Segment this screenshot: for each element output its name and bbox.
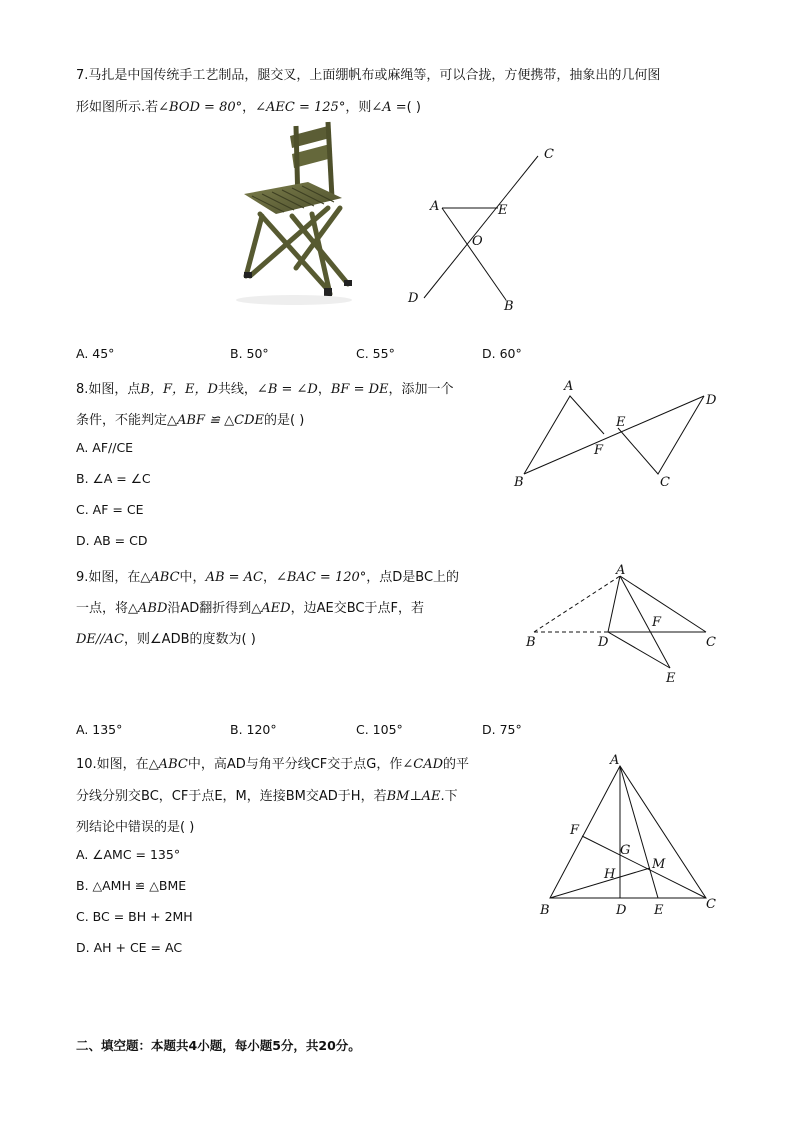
q10-option-a[interactable]: A. ∠AMC = 135° [76, 847, 181, 862]
q8-figure [508, 374, 724, 494]
q8-line-bd [524, 396, 704, 474]
q9-cond1: △ABC [140, 570, 180, 585]
q9-label-B: B [526, 635, 536, 650]
q7-cond2: ∠AEC = 125° [255, 100, 346, 115]
q7-label-C: C [544, 147, 554, 162]
q10-bisector-ae [620, 766, 658, 898]
q8-text: 8.如图，点 [76, 382, 141, 397]
q10-text4: 分线分别交BC，CF于点E，M，连接BM交AD于H，若 [76, 789, 387, 804]
q7-paren: ( ) [406, 100, 421, 115]
q8-label-D: D [706, 393, 717, 408]
q7-label-B: B [504, 299, 514, 314]
q10-label-M: M [652, 857, 666, 872]
q7-label-E: E [498, 203, 508, 218]
q7-cond1: ∠BOD = 80° [158, 100, 243, 115]
q7-option-a[interactable]: A. 45° [76, 346, 115, 361]
q9-line-ac [620, 576, 706, 632]
q10-label-H: H [604, 867, 616, 882]
q8-comma: ， [317, 382, 331, 397]
q10-option-d[interactable]: D. AH + CE = AC [76, 940, 183, 955]
q9-option-c[interactable]: C. 105° [356, 722, 403, 737]
q9-text: 9.如图，在 [76, 570, 141, 585]
q10-line2 [76, 785, 458, 804]
q10-option-b[interactable]: B. △AMH ≌ △BME [76, 878, 187, 893]
q8-label-C: C [660, 475, 670, 490]
q10-line-bm [550, 868, 650, 898]
q7-line1: 7.马扎是中国传统手工艺制品，腿交叉，上面绷帆布或麻绳等，可以合拢，方便携带，抽象出的几何图 [76, 68, 661, 83]
q7-option-d[interactable]: D. 60° [482, 346, 522, 361]
q7-sep: ， [242, 100, 256, 115]
q9-line-ad [608, 576, 620, 632]
q9-text3: ，点D是BC上的 [366, 570, 460, 585]
q7-figure [398, 140, 568, 320]
q10-cond2: ∠CAD [402, 757, 444, 772]
q9-comma: ， [263, 570, 277, 585]
q8-text4: 条件，不能判定 [76, 413, 168, 428]
q10-label-F: F [570, 823, 580, 838]
q10-bisector-cf [582, 836, 706, 898]
q7-text2: ，则 [345, 100, 372, 115]
q10-text: 10.如图，在 [76, 757, 149, 772]
q10-label-D: D [616, 903, 627, 918]
q10-text2: 中，高AD与角平分线CF交于点G，作 [187, 757, 403, 772]
q9-text2: 中， [179, 570, 206, 585]
q8-label-A: A [564, 379, 574, 394]
q9-cond4: △ABD [128, 601, 168, 616]
q9-line2 [76, 597, 424, 616]
q9-label-C: C [706, 635, 716, 650]
q8-line1 [76, 378, 454, 397]
q7-option-b[interactable]: B. 50° [230, 346, 269, 361]
q10-label-A: A [610, 753, 620, 768]
q9-text7: ，则∠ADB的度数为( ) [124, 632, 256, 647]
q9-line3 [76, 628, 256, 647]
folding-stool-image [232, 118, 362, 310]
q10-option-c[interactable]: C. BC = BH + 2MH [76, 909, 193, 924]
q8-label-F: F [594, 443, 604, 458]
q7-text: 形如图所示.若 [76, 100, 159, 115]
q9-cond6: DE//AC [76, 632, 125, 647]
q8-line2 [76, 409, 304, 428]
q9-label-E: E [666, 671, 676, 686]
q8-points: B，F，E，D [140, 382, 218, 397]
q8-option-a[interactable]: A. AF//CE [76, 440, 134, 455]
q7-label-D: D [408, 291, 419, 306]
q8-text5: 的是( ) [264, 413, 305, 428]
q7-label-A: A [430, 199, 440, 214]
q7-line2 [76, 96, 421, 115]
q10-figure [530, 752, 730, 922]
q9-cond5: △AED [251, 601, 291, 616]
q8-cond2: BF = DE [330, 382, 389, 397]
q9-text5: 沿AD翻折得到 [167, 601, 252, 616]
q8-cond3: △ABF ≌ △CDE [167, 413, 264, 428]
q9-cond3: ∠BAC = 120° [276, 570, 367, 585]
q9-option-b[interactable]: B. 120° [230, 722, 277, 737]
q9-line1 [76, 566, 459, 585]
q8-option-c[interactable]: C. AF = CE [76, 502, 144, 517]
q8-label-B: B [514, 475, 524, 490]
q9-cond2: AB = AC [205, 570, 263, 585]
q9-figure [520, 564, 726, 688]
q8-text2: 共线， [217, 382, 257, 397]
q7-ask: ∠A = [371, 100, 407, 115]
q9-line-ae [620, 576, 670, 668]
q10-label-G: G [620, 843, 631, 858]
q10-label-B: B [540, 903, 550, 918]
q8-option-d[interactable]: D. AB = CD [76, 533, 148, 548]
q9-label-D: D [598, 635, 609, 650]
q9-label-F: F [652, 615, 662, 630]
q7-line-DC [424, 156, 538, 298]
q9-option-a[interactable]: A. 135° [76, 722, 123, 737]
q9-text4: 一点，将 [76, 601, 129, 616]
q10-label-E: E [654, 903, 664, 918]
q7-line-AB [442, 208, 506, 300]
q9-option-d[interactable]: D. 75° [482, 722, 522, 737]
q10-text5: .下 [440, 789, 458, 804]
q10-text3: 的平 [443, 757, 470, 772]
q10-cond1: △ABC [148, 757, 188, 772]
q8-triangle-cde [618, 396, 704, 474]
q10-cond3: BM⊥AE [386, 789, 441, 804]
q10-line1 [76, 753, 469, 772]
q8-triangle-abf [524, 396, 604, 474]
q10-label-C: C [706, 897, 716, 912]
q9-dashed-ab [534, 576, 620, 632]
q8-text3: ，添加一个 [388, 382, 454, 397]
q8-option-b[interactable]: B. ∠A = ∠C [76, 471, 151, 486]
q8-label-E: E [616, 415, 626, 430]
q8-cond1: ∠B = ∠D [256, 382, 318, 397]
section-2-heading: 二、填空题：本题共4小题，每小题5分，共20分。 [76, 1038, 361, 1053]
q7-label-O: O [472, 234, 483, 249]
q9-text6: ，边AE交BC于点F，若 [290, 601, 424, 616]
q7-option-c[interactable]: C. 55° [356, 346, 395, 361]
q9-label-A: A [616, 564, 626, 578]
q10-line3: 列结论中错误的是( ) [76, 820, 195, 835]
